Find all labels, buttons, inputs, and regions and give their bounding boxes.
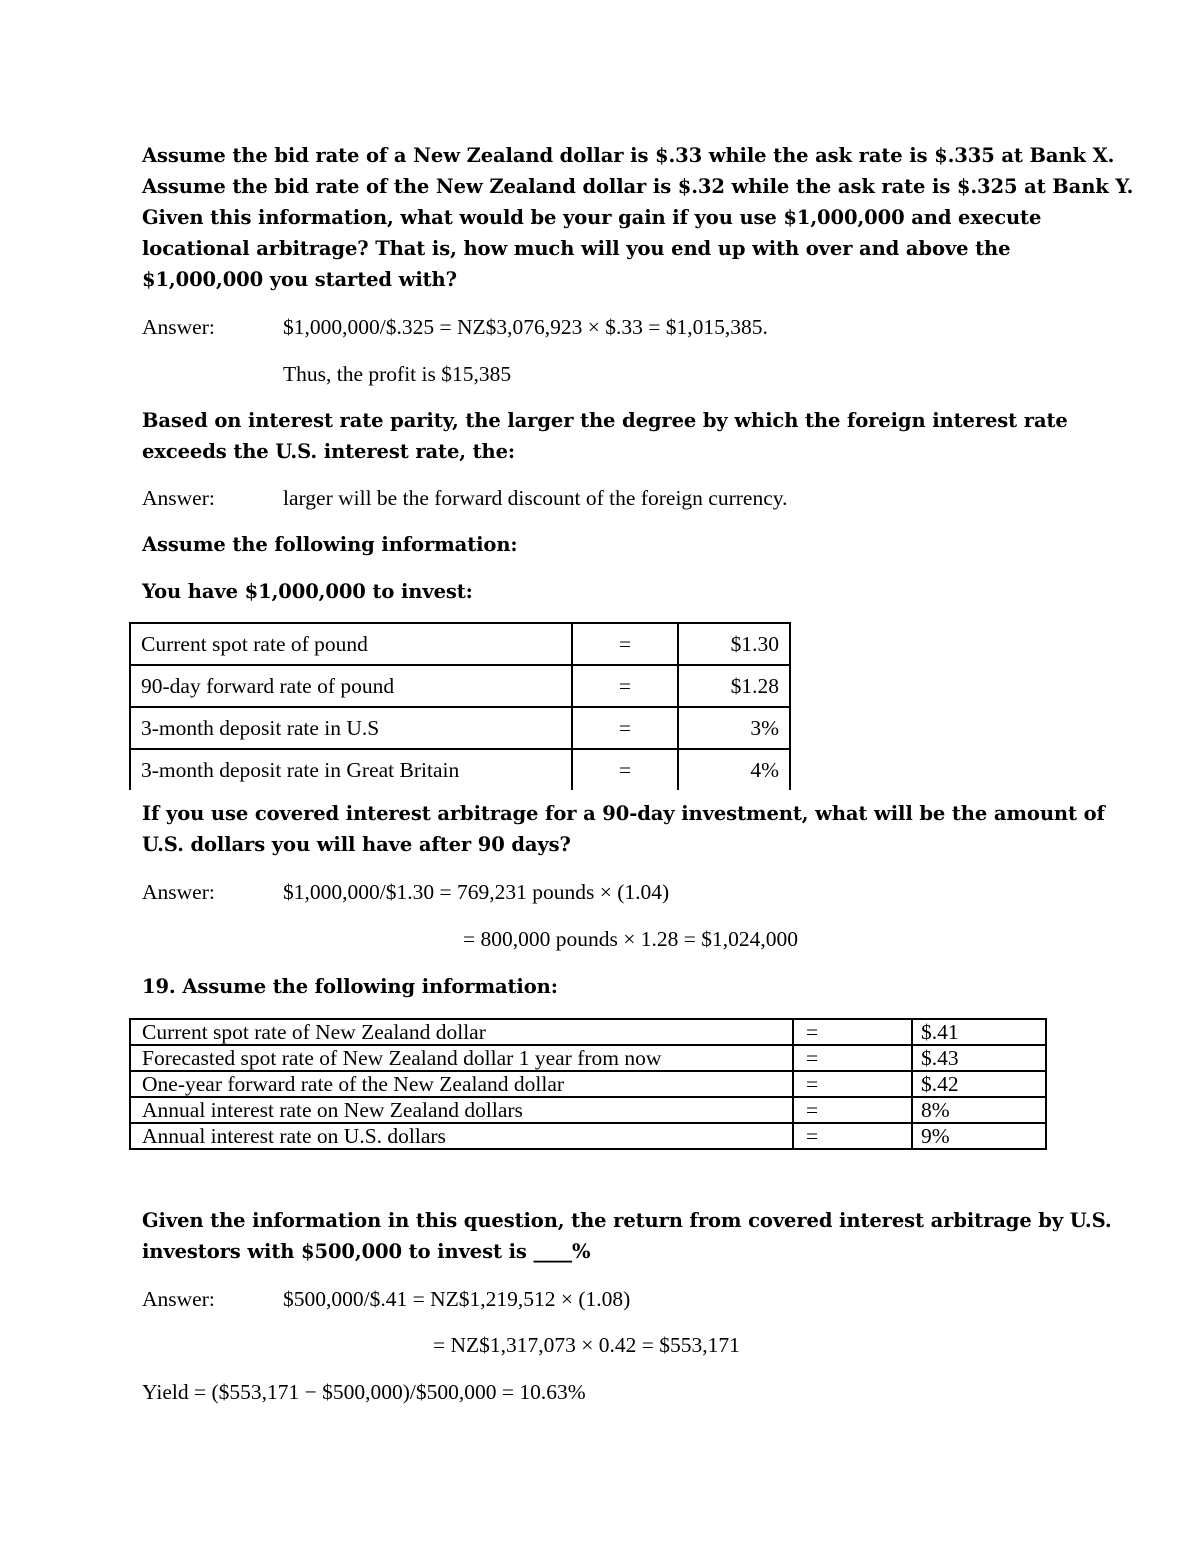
q1-answer-line-1: $1,000,000/$.325 = NZ$3,076,923 × $.33 = $1,015,385. xyxy=(283,315,768,339)
q3-line-2: U.S. dollars you will have after 90 days? xyxy=(142,833,571,856)
table-cell-equals: = xyxy=(572,707,678,749)
table-cell-equals: = xyxy=(793,1019,912,1045)
table-cell-label: 3-month deposit rate in Great Britain xyxy=(130,749,572,790)
table-cell-label: 3-month deposit rate in U.S xyxy=(130,707,572,749)
table-cell-equals: = xyxy=(793,1097,912,1123)
q4-answer-label: Answer: xyxy=(142,1287,215,1311)
table-row xyxy=(130,623,790,665)
q4-yield: Yield = ($553,171 − $500,000)/$500,000 = 10.63% xyxy=(142,1380,586,1404)
table-cell-label: One-year forward rate of the New Zealand dollar xyxy=(130,1071,793,1097)
q1-line-3: Given this information, what would be your gain if you use $1,000,000 and execute xyxy=(142,206,1042,229)
table-row xyxy=(130,1123,1046,1149)
q1-line-4: locational arbitrage? That is, how much will you end up with over and above the xyxy=(142,237,1011,260)
q3-answer-label: Answer: xyxy=(142,880,215,904)
table-cell-value: $1.28 xyxy=(678,665,790,707)
q3-answer-line-2: = 800,000 pounds × 1.28 = $1,024,000 xyxy=(463,927,798,951)
q2-answer-label: Answer: xyxy=(142,486,215,510)
q3-intro-2: You have $1,000,000 to invest: xyxy=(142,580,473,603)
table-row xyxy=(130,1097,1046,1123)
table-cell-value: 3% xyxy=(678,707,790,749)
q1-answer-line-2: Thus, the profit is $15,385 xyxy=(283,362,512,386)
table-cell-label: 90-day forward rate of pound xyxy=(130,665,572,707)
table-cell-equals: = xyxy=(793,1071,912,1097)
table-cell-label: Current spot rate of pound xyxy=(130,623,572,665)
table-cell-label: Annual interest rate on U.S. dollars xyxy=(130,1123,793,1149)
q1-line-5: $1,000,000 you started with? xyxy=(142,268,457,291)
table-row xyxy=(130,1019,1046,1045)
table-cell-value: $1.30 xyxy=(678,623,790,665)
table-cell-value: 9% xyxy=(912,1123,1046,1149)
q1-line-1: Assume the bid rate of a New Zealand dollar is $.33 while the ask rate is $.335 at Bank X. xyxy=(142,144,1115,167)
table-cell-equals: = xyxy=(793,1123,912,1149)
table-cell-label: Forecasted spot rate of New Zealand dollar 1 year from now xyxy=(130,1045,793,1071)
q4-line-2: investors with $500,000 to invest is ____% xyxy=(142,1240,591,1263)
nz-dollar-rates-table xyxy=(129,1018,1047,1150)
table-cell-value: $.42 xyxy=(912,1071,1046,1097)
table-cell-label: Annual interest rate on New Zealand dollars xyxy=(130,1097,793,1123)
q2-line-2: exceeds the U.S. interest rate, the: xyxy=(142,440,516,463)
q3-line-1: If you use covered interest arbitrage for a 90-day investment, what will be the amount of xyxy=(142,802,1105,825)
table-cell-equals: = xyxy=(793,1045,912,1071)
table-cell-equals: = xyxy=(572,623,678,665)
table-cell-equals: = xyxy=(572,665,678,707)
q2-answer: larger will be the forward discount of the foreign currency. xyxy=(283,486,788,510)
table-cell-label: Current spot rate of New Zealand dollar xyxy=(130,1019,793,1045)
table-cell-value: 8% xyxy=(912,1097,1046,1123)
q1-answer-label: Answer: xyxy=(142,315,215,339)
q2-line-1: Based on interest rate parity, the larger the degree by which the foreign interest rate xyxy=(142,409,1068,432)
q3-answer-line-1: $1,000,000/$1.30 = 769,231 pounds × (1.04) xyxy=(283,880,670,904)
table-row xyxy=(130,1071,1046,1097)
table-row xyxy=(130,749,790,790)
pound-rates-table xyxy=(129,622,791,790)
q3-intro-1: Assume the following information: xyxy=(142,533,518,556)
q4-answer-line-2: = NZ$1,317,073 × 0.42 = $553,171 xyxy=(433,1333,740,1357)
table-cell-equals: = xyxy=(572,749,678,790)
table-cell-value: $.43 xyxy=(912,1045,1046,1071)
q1-line-2: Assume the bid rate of the New Zealand dollar is $.32 while the ask rate is $.325 at Bank Y. xyxy=(142,175,1134,198)
q4-line-1: Given the information in this question, the return from covered interest arbitrage by U.S. xyxy=(142,1209,1112,1232)
q4-answer-line-1: $500,000/$.41 = NZ$1,219,512 × (1.08) xyxy=(283,1287,631,1311)
table-cell-value: 4% xyxy=(678,749,790,790)
table-cell-value: $.41 xyxy=(912,1019,1046,1045)
table-row xyxy=(130,1045,1046,1071)
q4-heading: 19. Assume the following information: xyxy=(142,975,558,998)
table-row xyxy=(130,665,790,707)
table-row xyxy=(130,707,790,749)
